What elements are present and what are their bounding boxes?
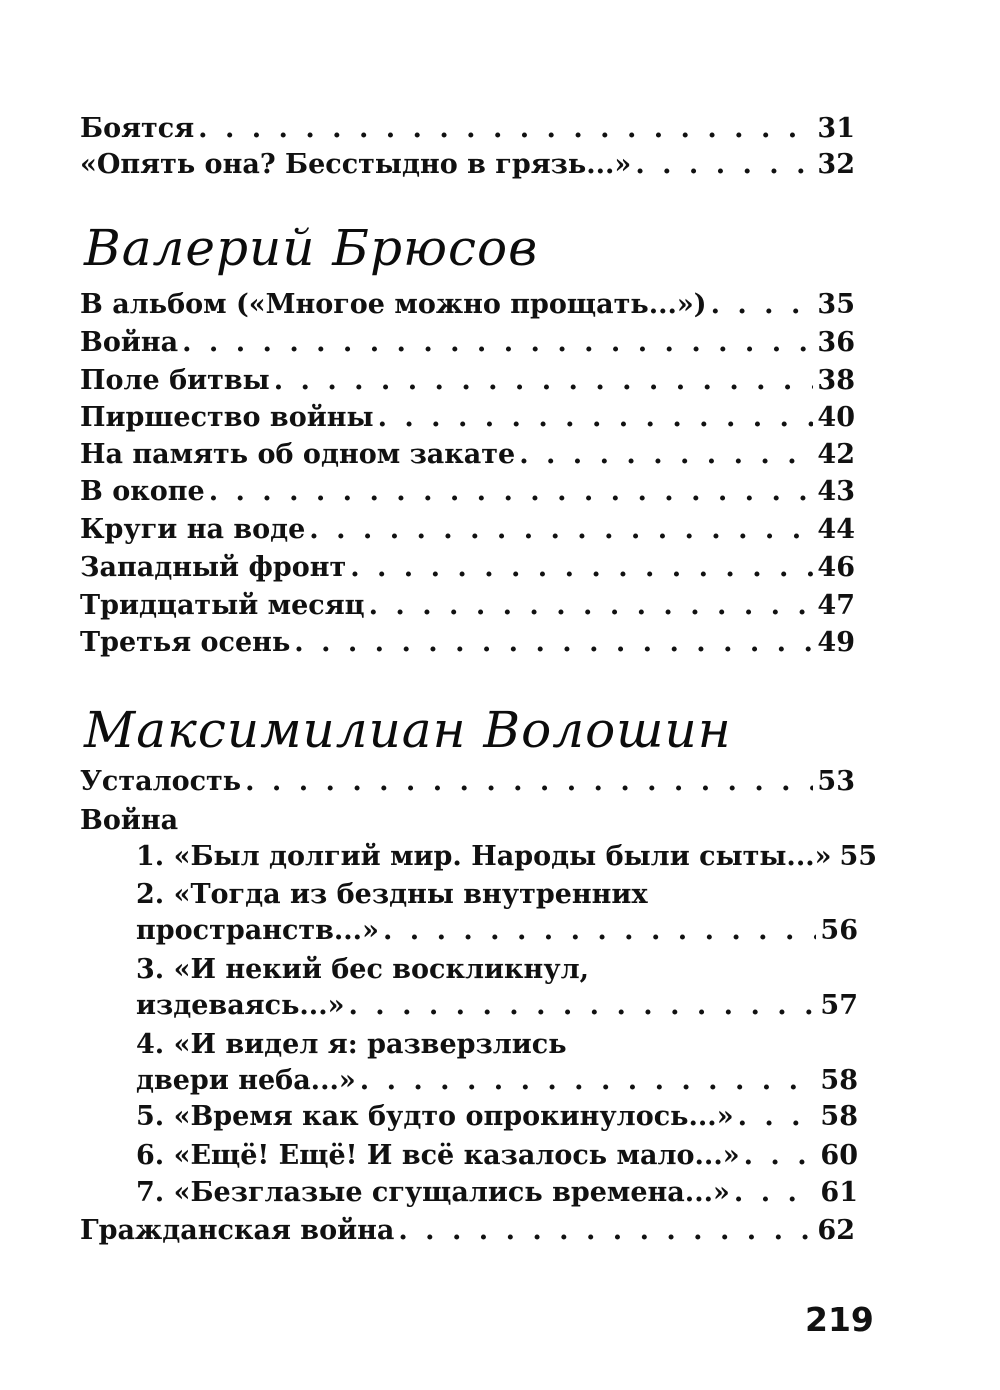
- toc-entry: [80, 513, 855, 547]
- toc-entry-page: 58: [820, 1101, 858, 1132]
- toc-entry-title: пространств...»: [136, 915, 379, 946]
- toc-leader-dots: [734, 1176, 817, 1210]
- toc-entry-title: В альбом («Многое можно прощать...»): [80, 289, 707, 320]
- toc-entry: [80, 288, 855, 322]
- toc-entry: [136, 989, 858, 1023]
- toc-entry-title: Поле битвы: [80, 365, 270, 396]
- toc-entry-title-line: 2. «Тогда из бездны внутренних: [136, 879, 648, 910]
- toc-leader-dots: [519, 438, 813, 472]
- toc-entry-title: «Опять она? Бесстыдно в грязь...»: [80, 149, 632, 180]
- toc-entry-title-line: 3. «И некий бес воскликнул,: [136, 954, 590, 985]
- toc-leader-dots: [738, 1100, 817, 1134]
- toc-leader-dots: [744, 1139, 817, 1173]
- toc-entry-page: 56: [820, 915, 858, 946]
- toc-entry-page: 60: [820, 1140, 858, 1171]
- toc-leader-dots: [294, 626, 813, 660]
- toc-leader-dots: [398, 1214, 813, 1248]
- toc-entry-page: 47: [817, 590, 855, 621]
- toc-leader-dots: [369, 589, 814, 623]
- author-heading: Валерий Брюсов: [84, 219, 539, 277]
- toc-leader-dots: [198, 112, 813, 146]
- toc-entry: [136, 914, 858, 948]
- toc-entry-page: 38: [817, 365, 855, 396]
- toc-leader-dots: [209, 475, 814, 509]
- toc-entry-page: 58: [820, 1065, 858, 1096]
- toc-entry-title: Западный фронт: [80, 552, 347, 583]
- toc-entry-title: Боятся: [80, 113, 195, 144]
- toc-entry-title: На память об одном закате: [80, 439, 516, 470]
- toc-entry-title: В окопе: [80, 476, 205, 507]
- toc-entry: [80, 148, 855, 182]
- toc-entry: [80, 364, 855, 398]
- toc-entry: [136, 840, 878, 874]
- toc-entry-page: 49: [817, 627, 855, 658]
- toc-entry: [80, 765, 855, 799]
- toc-leader-dots: [360, 1064, 817, 1098]
- toc-entry-page: 35: [817, 289, 855, 320]
- toc-entry: [80, 1214, 855, 1248]
- toc-entry-page: 44: [817, 514, 855, 545]
- toc-entry-page: 55: [839, 841, 878, 872]
- toc-entry-page: 40: [817, 402, 855, 433]
- toc-entry-page: 31: [817, 113, 855, 144]
- toc-leader-dots: [711, 288, 814, 322]
- toc-group-heading: Война: [80, 805, 179, 836]
- toc-entry-title: Третья осень: [80, 627, 291, 658]
- toc-leader-dots: [309, 513, 813, 547]
- toc-leader-dots: [182, 326, 813, 360]
- toc-entry-page: 46: [817, 552, 855, 583]
- toc-entry: [80, 589, 855, 623]
- toc-entry-page: 57: [820, 990, 858, 1021]
- toc-leader-dots: [245, 765, 813, 799]
- toc-entry: [136, 1139, 858, 1173]
- author-heading: Максимилиан Волошин: [84, 701, 732, 759]
- toc-entry-page: 42: [817, 439, 855, 470]
- toc-entry-page: 53: [817, 766, 855, 797]
- toc-entry: [80, 475, 855, 509]
- toc-leader-dots: [635, 148, 813, 182]
- toc-entry: [80, 112, 855, 146]
- toc-entry: [136, 1176, 858, 1210]
- toc-entry-title: Пиршество войны: [80, 402, 374, 433]
- toc-leader-dots: [348, 989, 816, 1023]
- toc-entry-title: Тридцатый месяц: [80, 590, 365, 621]
- toc-entry-title: двери неба...»: [136, 1065, 356, 1096]
- toc-entry-title: Усталость: [80, 766, 242, 797]
- toc-entry-title-line: 4. «И видел я: разверзлись: [136, 1029, 567, 1060]
- toc-entry: [80, 551, 855, 585]
- toc-entry-page: 36: [817, 327, 855, 358]
- toc-leader-dots: [378, 401, 814, 435]
- toc-entry-title: 5. «Время как будто опрокинулось...»: [136, 1101, 734, 1132]
- toc-entry: [80, 626, 855, 660]
- toc-entry-title: 7. «Безглазые сгущались времена...»: [136, 1177, 730, 1208]
- toc-entry-page: 43: [817, 476, 855, 507]
- toc-entry-title: издеваясь...»: [136, 990, 345, 1021]
- toc-entry: [80, 401, 855, 435]
- toc-entry-page: 61: [820, 1177, 858, 1208]
- toc-entry-page: 32: [817, 149, 855, 180]
- toc-entry: [136, 1100, 858, 1134]
- toc-leader-dots: [383, 914, 816, 948]
- toc-entry-title: 6. «Ещё! Ещё! И всё казалось мало...»: [136, 1140, 740, 1171]
- toc-entry: [80, 438, 855, 472]
- toc-entry-title: 1. «Был долгий мир. Народы были сыты...»: [136, 841, 832, 872]
- toc-entry-title: Круги на воде: [80, 514, 306, 545]
- toc-leader-dots: [274, 364, 814, 398]
- toc-entry-page: 62: [817, 1215, 855, 1246]
- toc-entry-title: Гражданская война: [80, 1215, 395, 1246]
- toc-entry-title: Война: [80, 327, 179, 358]
- page-number: 219: [805, 1300, 874, 1339]
- toc-entry: [80, 326, 855, 360]
- toc-leader-dots: [350, 551, 813, 585]
- toc-entry: [136, 1064, 858, 1098]
